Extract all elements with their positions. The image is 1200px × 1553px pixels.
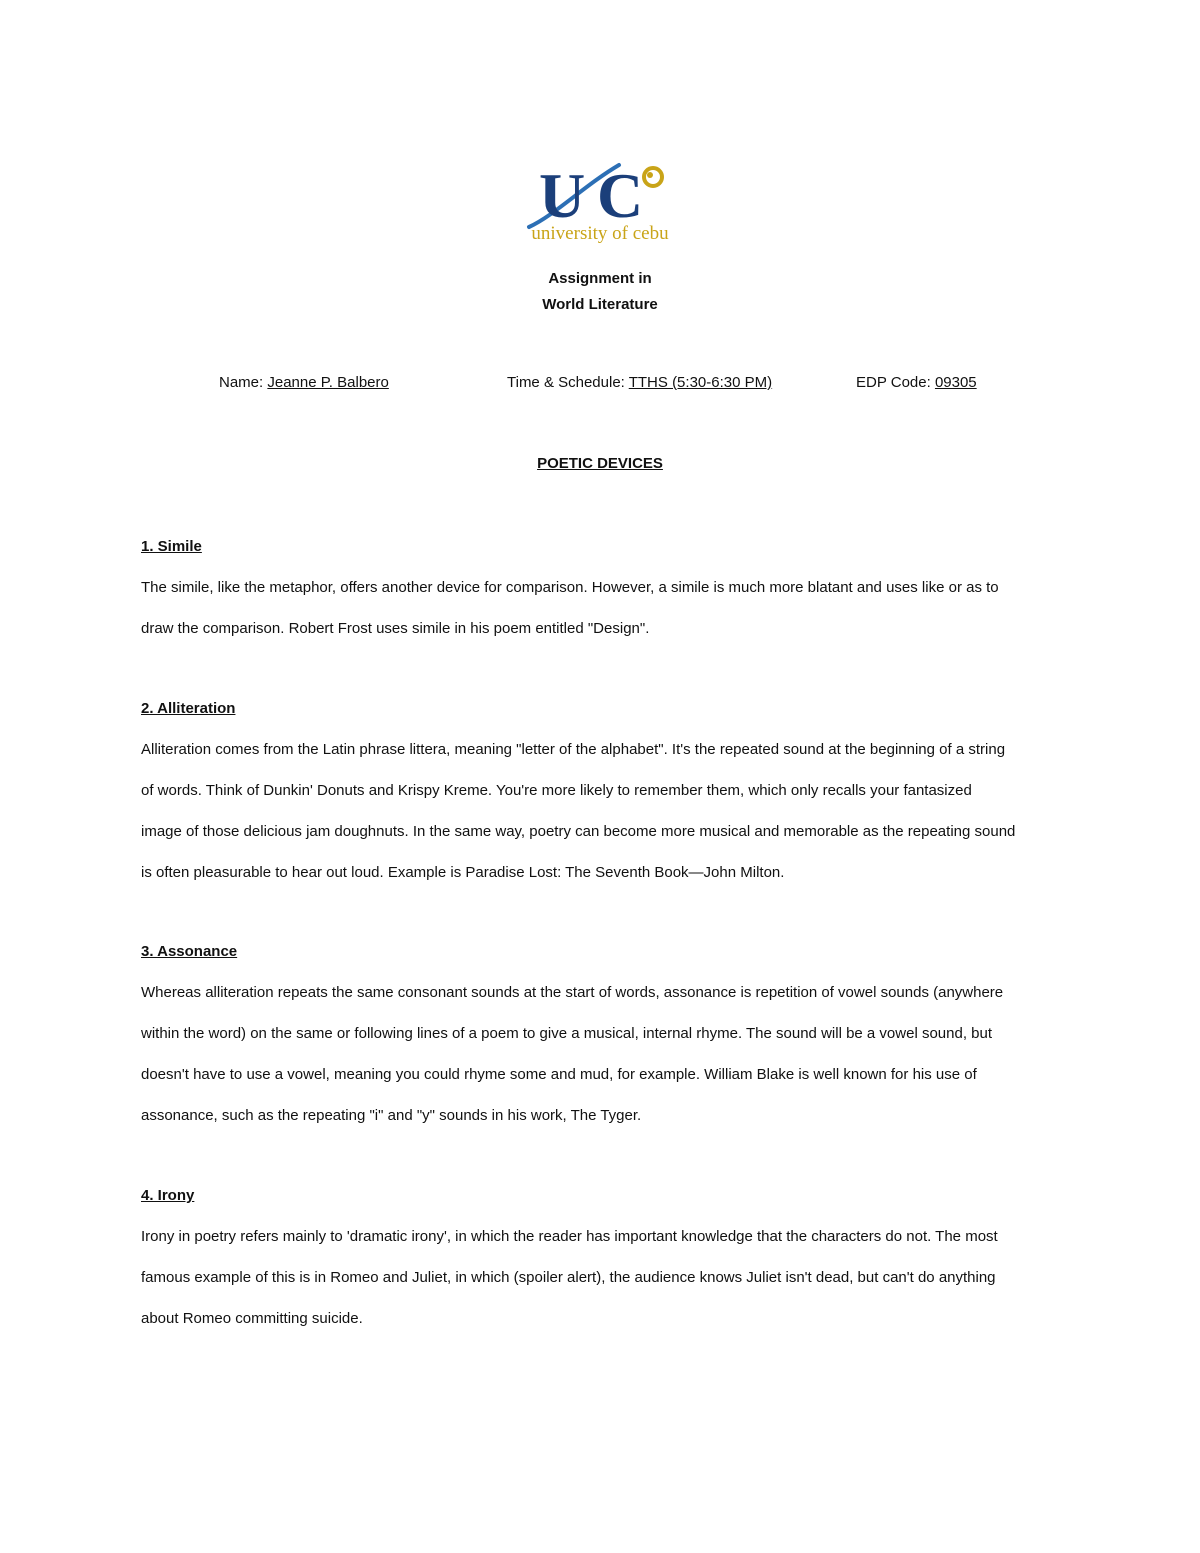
title-line-1: Assignment in <box>548 270 652 287</box>
body-line: Irony in poetry refers mainly to 'dramatic irony', in which the reader has important knowledge that the characters do not. The most <box>141 1228 998 1245</box>
section-body <box>141 972 1066 1136</box>
uc-logo-icon <box>515 155 685 245</box>
section-simile <box>141 537 1066 649</box>
body-line: image of those delicious jam doughnuts. In the same way, poetry can become more musical and memorable as the repeating sound <box>141 823 1016 840</box>
body-line: about Romeo committing suicide. <box>141 1310 363 1327</box>
schedule-value: TTHS (5:30-6:30 PM) <box>628 374 773 391</box>
section-body <box>141 1216 1066 1339</box>
body-line: assonance, such as the repeating "i" and "y" sounds in his work, The Tyger. <box>141 1107 642 1124</box>
edp-code-field <box>856 374 977 391</box>
name-value: Jeanne P. Balbero <box>267 374 389 391</box>
section-assonance <box>141 942 1066 1136</box>
edp-label: EDP Code: <box>856 374 935 391</box>
section-alliteration <box>141 699 1066 893</box>
body-line: of words. Think of Dunkin' Donuts and Krispy Kreme. You're more likely to remember them, which only recalls your fantasized <box>141 782 972 799</box>
body-line: The simile, like the metaphor, offers another device for comparison. However, a simile is much more blatant and uses like or as to <box>141 579 999 596</box>
body-line: Whereas alliteration repeats the same consonant sounds at the start of words, assonance is repetition of vowel sounds (anywhere <box>141 984 1004 1001</box>
svg-text:U: U <box>539 160 586 231</box>
section-body <box>141 567 1066 649</box>
edp-value: 09305 <box>934 374 977 391</box>
student-name-field <box>219 374 389 391</box>
body-line: famous example of this is in Romeo and Juliet, in which (spoiler alert), the audience knows Juliet isn't dead, but can't do anything <box>141 1269 996 1286</box>
section-title: 3. Assonance <box>141 943 238 960</box>
logo-tagline: university of cebu <box>531 223 669 244</box>
section-body <box>141 729 1066 893</box>
schedule-label: Time & Schedule: <box>507 374 629 391</box>
university-logo <box>515 155 685 245</box>
name-label: Name: <box>219 374 268 391</box>
body-line: is often pleasurable to hear out loud. Example is Paradise Lost: The Seventh Book—John Milton. <box>141 864 785 881</box>
assignment-title <box>0 266 1200 318</box>
title-line-2: World Literature <box>542 296 658 313</box>
schedule-field <box>507 374 772 391</box>
student-info-row <box>0 374 1200 396</box>
body-line: doesn't have to use a vowel, meaning you could rhyme some and mud, for example. William Blake is well known for his use of <box>141 1066 977 1083</box>
body-line: Alliteration comes from the Latin phrase littera, meaning "letter of the alphabet". It's the repeated sound at the beginning of a string <box>141 741 1006 758</box>
svg-text:C: C <box>597 160 644 231</box>
section-title: 1. Simile <box>141 538 202 555</box>
section-irony <box>141 1186 1066 1339</box>
section-title: 4. Irony <box>141 1187 195 1204</box>
section-title: 2. Alliteration <box>141 700 236 717</box>
document-heading: POETIC DEVICES <box>537 455 663 472</box>
body-line: within the word) on the same or following lines of a poem to give a musical, internal rhyme. The sound will be a vowel sound, but <box>141 1025 993 1042</box>
body-line: draw the comparison. Robert Frost uses simile in his poem entitled "Design". <box>141 620 650 637</box>
